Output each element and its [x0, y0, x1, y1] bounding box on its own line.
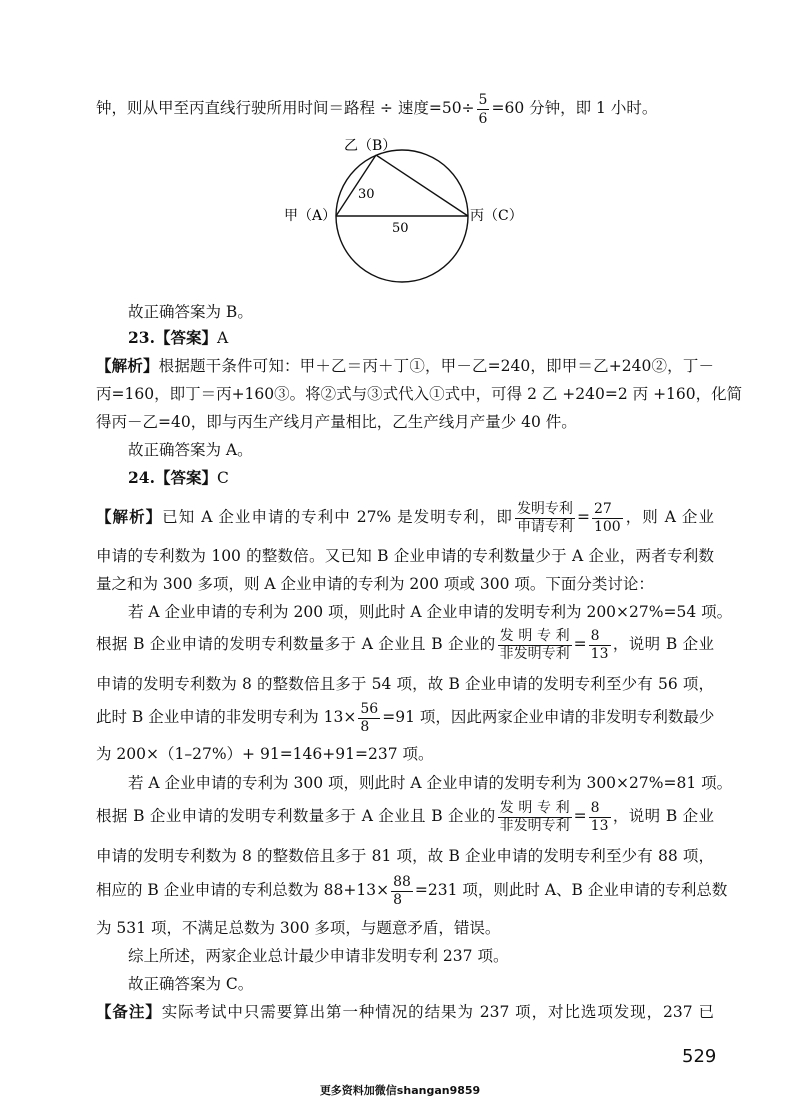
q24-note [96, 1000, 714, 1024]
fraction-denominator: 8 [393, 891, 403, 908]
text-segment: 此时 B 企业申请的非发明专利为 13× [96, 708, 357, 726]
fraction-denominator: 8 [360, 718, 370, 735]
label-b: 乙（B） [344, 138, 397, 154]
q24-conclusion: 故正确答案为 C。 [128, 975, 254, 993]
analysis-tag: 【解析】 [96, 507, 163, 526]
case1-line-2 [96, 624, 714, 664]
fraction [515, 501, 575, 536]
q23-answer-header [128, 326, 714, 350]
text-segment: 实际考试中只需要算出第一种情况的结果为 237 项，对比选项发现，237 已 [161, 1003, 714, 1021]
page-number: 529 [682, 1046, 717, 1067]
q23-conclusion: 故正确答案为 A。 [128, 441, 253, 459]
fraction [498, 628, 572, 663]
case1-line-4 [96, 697, 714, 737]
case2-line-5: 为 531 项，不满足总数为 300 多项，与题意矛盾，错误。 [96, 919, 501, 937]
q23-analysis-line-2: 丙=160，即丁＝丙+160③。将②式与③式代入①式中，可得 2 乙 +240=2 丙 +160，化简 [96, 385, 743, 403]
fraction-denominator: 非发明专利 [499, 817, 570, 834]
fraction-numerator: 发明专利 [516, 500, 573, 517]
text-segment: 根据 B 企业申请的发明专利数量多于 A 企业且 B 企业的 [96, 635, 496, 653]
case1-line-3: 申请的发明专利数为 8 的整数倍且多于 54 项，故 B 企业申请的发明专利至少有 56 项， [96, 675, 714, 693]
case2-line-2 [96, 796, 714, 836]
analysis-tag: 【解析】 [96, 356, 159, 375]
fraction [592, 501, 623, 536]
text-segment: =60 分钟，即 1 小时。 [491, 99, 658, 117]
case1-line-5: 为 200×（1–27%）+ 91=146+91=237 项。 [96, 745, 434, 763]
answer-letter: C [216, 469, 229, 487]
top-line [96, 88, 714, 128]
fraction [498, 800, 572, 835]
q22-conclusion: 故正确答案为 B。 [128, 303, 253, 321]
fraction-numerator: 发明专利 [499, 627, 570, 644]
text-segment: 已知 A 企业申请的专利中 27% 是发明专利，即 [162, 508, 513, 526]
note-tag: 【备注】 [96, 1002, 162, 1021]
text-segment: 根据题干条件可知：甲＋乙＝丙＋丁①，甲－乙=240，即甲＝乙+240②，丁－ [158, 357, 714, 375]
fraction-numerator: 8 [589, 628, 611, 646]
text-segment: ，说明 B 企业 [612, 635, 714, 653]
text-segment: =231 项，则此时 A、B 企业申请的专利总数 [414, 881, 728, 899]
label-c: 丙（C） [470, 208, 523, 224]
q24-analysis-line-1 [96, 497, 714, 537]
fraction-denominator: 申请专利 [516, 518, 573, 535]
label-a: 甲（A） [284, 208, 337, 224]
case1-line-1: 若 A 企业申请的专利为 200 项，则此时 A 企业申请的发明专利为 200×27%=54 项。 [128, 603, 733, 621]
q24-summary: 综上所述，两家企业总计最少申请非发明专利 237 项。 [128, 947, 509, 965]
text-segment: 相应的 B 企业申请的专利总数为 88+13× [96, 881, 390, 899]
answer-tag: 【答案】 [154, 328, 217, 347]
text-segment: 钟，则从甲至丙直线行驶所用时间＝路程 ÷ 速度=50÷ [96, 99, 475, 117]
fraction [477, 91, 490, 128]
fraction-denominator: 非发明专利 [499, 645, 570, 662]
fraction-numerator: 发明专利 [499, 799, 570, 816]
chord-ab [336, 155, 376, 216]
fraction-denominator: 13 [590, 817, 609, 834]
fraction [391, 874, 413, 909]
question-number: 23. [128, 328, 155, 347]
circle-triangle-figure [280, 136, 540, 296]
length-ac: 50 [392, 221, 409, 236]
fraction [589, 800, 611, 835]
fraction [589, 628, 611, 663]
case2-line-1: 若 A 企业申请的专利为 300 项，则此时 A 企业申请的发明专利为 300×27%=81 项。 [128, 774, 733, 792]
q23-analysis-line-3: 得丙－乙=40，即与丙生产线月产量相比，乙生产线月产量少 40 件。 [96, 413, 577, 431]
fraction-denominator: 100 [593, 518, 621, 535]
equals-sign: = [573, 807, 587, 825]
equals-sign: = [576, 508, 590, 526]
text-segment: ，则 A 企业 [624, 508, 714, 526]
fraction-denominator: 6 [478, 110, 488, 127]
case2-line-4 [96, 870, 728, 910]
q24-analysis-line-2: 申请的专利数为 100 的整数倍。又已知 B 企业申请的专利数量少于 A 企业，两者专利数 [96, 547, 714, 565]
fraction-numerator: 8 [589, 800, 611, 818]
q24-analysis-line-3: 量之和为 300 多项，则 A 企业申请的专利为 200 项或 300 项。下面分类讨论： [96, 575, 654, 593]
text-segment: ，说明 B 企业 [612, 807, 714, 825]
answer-tag: 【答案】 [154, 468, 217, 487]
fraction-denominator: 13 [590, 645, 609, 662]
length-ab: 30 [358, 187, 375, 202]
question-number: 24. [128, 468, 155, 487]
fraction-numerator: 27 [592, 501, 623, 519]
footer-text: 更多资料加微信shangan9859 [319, 1084, 481, 1097]
fraction [358, 701, 380, 736]
text-segment: =91 项，因此两家企业申请的非发明专利数最少 [382, 708, 715, 726]
fraction-numerator: 5 [478, 91, 488, 108]
chord-bc [376, 155, 468, 216]
q24-answer-header [128, 466, 714, 490]
q23-analysis-line-1 [96, 354, 714, 378]
equals-sign: = [573, 635, 587, 653]
fraction-numerator: 88 [393, 873, 411, 890]
answer-letter: A [216, 329, 229, 347]
fraction-numerator: 56 [360, 700, 379, 717]
case2-line-3: 申请的发明专利数为 8 的整数倍且多于 81 项，故 B 企业申请的发明专利至少有 88 项， [96, 847, 714, 865]
text-segment: 根据 B 企业申请的发明专利数量多于 A 企业且 B 企业的 [96, 807, 496, 825]
